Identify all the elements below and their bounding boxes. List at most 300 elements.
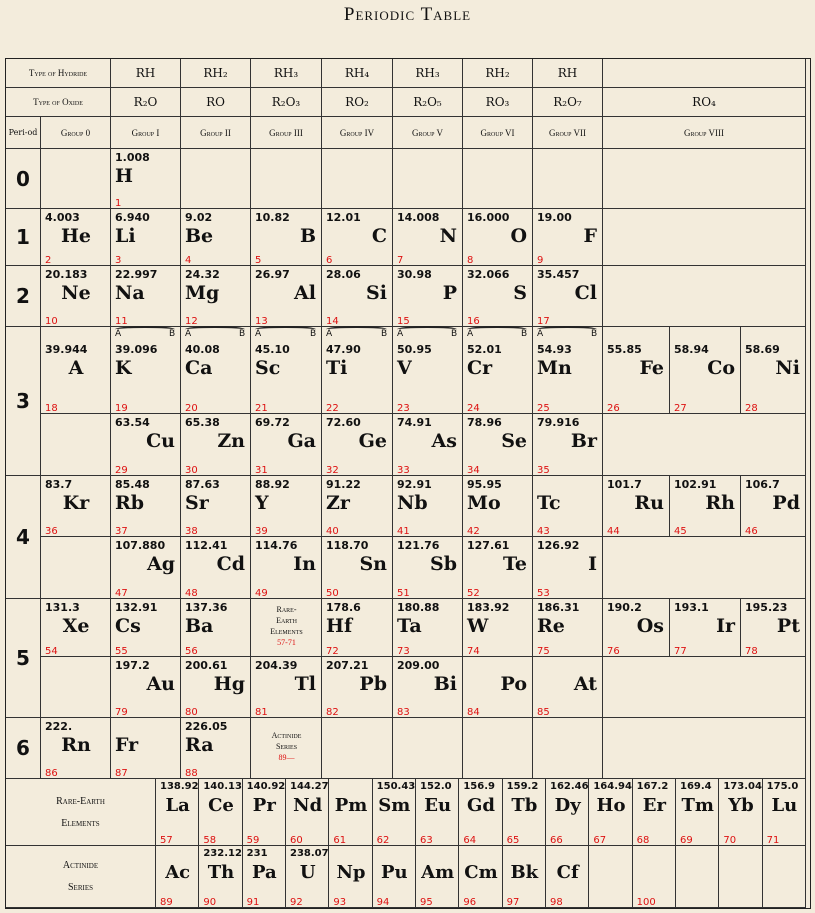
hydride-label-text: Type of Hydride [28, 68, 88, 78]
subgroup-a-marker: A [115, 329, 122, 339]
note-number: 89— [278, 753, 295, 762]
element-symbol: Mg [185, 282, 220, 304]
atomic-number: 4 [185, 255, 192, 266]
element-symbol: W [467, 615, 489, 637]
element-symbol: Hf [326, 615, 353, 637]
subgroup-b-marker: B [591, 329, 598, 339]
element-symbol: Cm [464, 862, 498, 883]
atomic-weight: 183.92 [467, 601, 510, 614]
element-at [533, 657, 603, 718]
element-hg [181, 657, 251, 718]
element-symbol: Ge [358, 430, 387, 452]
atomic-weight: 200.61 [185, 659, 228, 672]
atomic-weight: 197.2 [115, 659, 150, 672]
label-line: Rare-Earth [56, 795, 105, 807]
oxide-type [533, 88, 603, 117]
atomic-weight: 4.003 [45, 211, 80, 224]
atomic-number: 93 [333, 897, 347, 908]
atomic-number: 20 [185, 403, 198, 414]
table-cell [41, 149, 111, 209]
atomic-number: 51 [397, 588, 410, 599]
element-symbol: V [397, 357, 412, 379]
subgroup-b-marker: B [381, 329, 388, 339]
atomic-number: 43 [537, 526, 550, 537]
element-sr [181, 476, 251, 537]
element-symbol: Pa [251, 862, 277, 883]
atomic-number: 8 [467, 255, 474, 266]
atomic-number: 16 [467, 316, 480, 327]
atomic-weight: 63.54 [115, 416, 150, 429]
atomic-number: 75 [537, 646, 550, 657]
atomic-number: 41 [397, 526, 410, 537]
element-lu [763, 779, 806, 846]
atomic-number: 80 [185, 707, 198, 718]
group-4 [322, 117, 393, 149]
page-title: Periodic Table [343, 4, 472, 25]
element-symbol: Er [642, 795, 666, 816]
element-symbol: Dy [554, 795, 581, 816]
atomic-number: 60 [290, 835, 303, 846]
atomic-weight: 79.916 [537, 416, 580, 429]
note-line: Series [275, 742, 298, 751]
element-symbol: Rn [61, 734, 91, 756]
element-symbol: Li [115, 225, 136, 247]
period-number: 6 [16, 736, 30, 760]
atomic-number: 48 [185, 588, 198, 599]
element-symbol: Ti [326, 357, 348, 379]
atomic-weight: 32.066 [467, 268, 510, 281]
element-symbol: Pm [334, 795, 368, 816]
note-line: Actinide [271, 731, 302, 740]
element-symbol: Zn [217, 430, 245, 452]
atomic-number: 27 [674, 403, 687, 414]
element-fr [111, 718, 181, 779]
element-symbol: Sb [429, 553, 457, 575]
element-pb [322, 657, 393, 718]
oxide-type [181, 88, 251, 117]
element-symbol: Fe [639, 357, 664, 379]
element-symbol: Cr [467, 357, 493, 379]
atomic-number: 59 [246, 835, 260, 846]
element-bi [393, 657, 463, 718]
element-pu [373, 846, 416, 908]
element-ti [322, 341, 393, 414]
atomic-weight: 95.95 [467, 478, 502, 491]
atomic-number: 66 [550, 835, 563, 846]
element-ta [393, 599, 463, 657]
label-line: Actinide [62, 860, 99, 871]
element-symbol: La [165, 795, 190, 816]
element-symbol: I [588, 553, 597, 575]
element-as [393, 414, 463, 476]
atomic-weight: 126.92 [537, 539, 580, 552]
atomic-number: 64 [463, 835, 477, 846]
atomic-number: 94 [376, 897, 390, 908]
subgroup-brace [185, 326, 245, 333]
hydride-formula: RH₃ [273, 66, 299, 80]
period-5 [6, 599, 41, 718]
atomic-weight: 238.07 [290, 848, 329, 859]
atomic-number: 92 [290, 897, 303, 908]
element-al [251, 266, 322, 327]
atomic-number: 62 [376, 835, 390, 846]
element-pd [741, 476, 806, 537]
atomic-weight: 152.0 [420, 781, 452, 792]
atomic-number: 55 [115, 646, 128, 657]
element-symbol: Te [502, 553, 527, 575]
period-6 [6, 718, 41, 779]
atomic-weight: 12.01 [326, 211, 361, 224]
element-c [322, 209, 393, 266]
element-symbol: Cf [556, 862, 579, 883]
element-pt [741, 599, 806, 657]
element-w [463, 599, 533, 657]
atomic-weight: 178.6 [326, 601, 361, 614]
atomic-weight: 6.940 [115, 211, 150, 224]
atomic-number: 69 [680, 835, 693, 846]
subgroup-a-marker: A [326, 329, 333, 339]
element-th [199, 846, 242, 908]
period-number: 3 [16, 389, 30, 413]
atomic-number: 53 [537, 588, 550, 599]
atomic-weight: 50.95 [397, 343, 432, 356]
element-symbol: Au [146, 673, 175, 695]
atomic-weight: 169.4 [680, 781, 712, 792]
table-cell [393, 149, 463, 209]
subgroup-a-marker: A [467, 329, 474, 339]
oxide-type [463, 88, 533, 117]
atomic-number: 87 [115, 768, 128, 779]
subgroup-b-marker: B [451, 329, 458, 339]
subgroup-a-marker: A [537, 329, 544, 339]
atomic-weight: 140.92 [246, 781, 286, 792]
rare-earth-label [6, 779, 156, 846]
atomic-number: 28 [745, 403, 758, 414]
element-n [393, 209, 463, 266]
element-f [533, 209, 603, 266]
table-cell [603, 266, 806, 327]
period-number: 1 [16, 225, 30, 249]
atomic-weight: 140.13 [203, 781, 242, 792]
atomic-number: 9 [537, 255, 544, 266]
atomic-weight: 193.1 [674, 601, 709, 614]
oxide-type [322, 88, 393, 117]
element-symbol: Pd [772, 492, 800, 514]
table-cell [603, 414, 806, 476]
element-si [322, 266, 393, 327]
element-symbol: Eu [424, 795, 452, 816]
element-i [533, 537, 603, 599]
atomic-number: 47 [115, 588, 128, 599]
element-cm [459, 846, 502, 908]
element-blank [763, 846, 806, 908]
element-ag [111, 537, 181, 599]
atomic-weight: 9.02 [185, 211, 213, 224]
element-y [251, 476, 322, 537]
atomic-number: 12 [185, 316, 198, 327]
subgroup-brace [326, 326, 387, 333]
element-ra [181, 718, 251, 779]
subgroup-brace [255, 326, 316, 333]
element-yb [719, 779, 762, 846]
table-cell [393, 718, 463, 779]
atomic-number: 90 [203, 897, 217, 908]
atomic-number: 98 [550, 897, 563, 908]
element-symbol: Be [185, 225, 214, 247]
oxide-formula: RO₃ [485, 95, 510, 109]
atomic-number: 61 [333, 835, 347, 846]
period-4 [6, 476, 41, 599]
element-cf [546, 846, 589, 908]
element-xe [41, 599, 111, 657]
atomic-number: 32 [326, 465, 339, 476]
element-symbol: Hg [213, 673, 245, 695]
atomic-number: 82 [326, 707, 339, 718]
element-symbol: Bk [510, 862, 539, 883]
element-sc [251, 341, 322, 414]
note-line: Earth [276, 616, 297, 625]
element-br [533, 414, 603, 476]
atomic-number: 68 [636, 835, 650, 846]
element-na [111, 266, 181, 327]
element-symbol: At [573, 673, 597, 695]
element-blank [589, 846, 632, 908]
atomic-weight: 162.46 [550, 781, 589, 792]
element-np [329, 846, 372, 908]
subgroup-a-marker: A [185, 329, 192, 339]
element-symbol: Cs [115, 615, 141, 637]
element-bk [503, 846, 546, 908]
atomic-weight: 39.944 [45, 343, 88, 356]
atomic-number: 78 [745, 646, 758, 657]
atomic-number: 11 [115, 316, 128, 327]
group-2 [181, 117, 251, 149]
element-ni [741, 341, 806, 414]
element-in [251, 537, 322, 599]
atomic-weight: 118.70 [326, 539, 369, 552]
element-symbol: Gd [467, 795, 495, 816]
group-label: Group V [411, 127, 444, 138]
group-5 [393, 117, 463, 149]
atomic-number: 76 [607, 646, 620, 657]
atomic-weight: 28.06 [326, 268, 361, 281]
element-symbol: Y [255, 492, 269, 514]
element-sn [322, 537, 393, 599]
element-h [111, 149, 181, 209]
atomic-number: 85 [537, 707, 550, 718]
element-symbol: Pu [381, 862, 408, 883]
element-symbol: Pb [359, 673, 387, 695]
table-cell [463, 149, 533, 209]
table-cell [533, 149, 603, 209]
element-symbol: He [60, 225, 92, 247]
atomic-weight: 195.23 [745, 601, 788, 614]
atomic-weight: 72.60 [326, 416, 361, 429]
hydride-type [393, 59, 463, 88]
element-blank [633, 846, 676, 908]
element-symbol: Np [336, 862, 366, 883]
element-symbol: Tl [294, 673, 316, 695]
atomic-weight: 207.21 [326, 659, 369, 672]
table-cell [41, 414, 111, 476]
atomic-number: 31 [255, 465, 268, 476]
element-symbol: Ru [634, 492, 664, 514]
atomic-number: 57 [160, 835, 173, 846]
element-symbol: A [68, 357, 84, 379]
element-blank [719, 846, 762, 908]
element-tm [676, 779, 719, 846]
atomic-weight: 209.00 [397, 659, 440, 672]
atomic-weight: 30.98 [397, 268, 432, 281]
element-symbol: Ni [775, 357, 800, 379]
hydride-type [111, 59, 181, 88]
atomic-number: 74 [467, 646, 480, 657]
period-number: 5 [16, 646, 30, 670]
atomic-number: 1 [115, 198, 122, 209]
element-symbol: Sn [359, 553, 387, 575]
element-symbol: Cl [574, 282, 597, 304]
element-symbol: Bi [433, 673, 457, 695]
atomic-number: 81 [255, 707, 268, 718]
atomic-weight: 10.82 [255, 211, 290, 224]
element-symbol: Nb [397, 492, 428, 514]
hydride-formula: RH [135, 66, 156, 80]
element-pa [243, 846, 286, 908]
element-symbol: Os [636, 615, 664, 637]
element-symbol: Cu [146, 430, 175, 452]
atomic-weight: 45.10 [255, 343, 290, 356]
element-symbol: Pr [252, 795, 276, 816]
element-cr [463, 341, 533, 414]
element-symbol: Ir [716, 615, 735, 637]
element-symbol: C [371, 225, 387, 247]
element-fe [603, 341, 670, 414]
element-mo [463, 476, 533, 537]
element-symbol: Th [207, 862, 235, 883]
group-label: Group I [131, 127, 160, 138]
atomic-number: 40 [326, 526, 339, 537]
atomic-number: 30 [185, 465, 198, 476]
atomic-weight: 91.22 [326, 478, 361, 491]
hydride-formula: RH₂ [485, 66, 510, 80]
atomic-weight: 101.7 [607, 478, 642, 491]
element-symbol: Mo [467, 492, 501, 514]
atomic-number: 95 [420, 897, 433, 908]
table-cell [463, 718, 533, 779]
atomic-number: 21 [255, 403, 268, 414]
period-number: 0 [16, 166, 30, 191]
atomic-number: 42 [467, 526, 480, 537]
period-2 [6, 266, 41, 327]
element-dy [546, 779, 589, 846]
element-symbol: Ac [165, 862, 191, 883]
atomic-weight: 24.32 [185, 268, 220, 281]
atomic-number: 88 [185, 768, 198, 779]
atomic-weight: 180.88 [397, 601, 440, 614]
group-7 [533, 117, 603, 149]
atomic-weight: 16.000 [467, 211, 510, 224]
atomic-number: 70 [723, 835, 737, 846]
element-he [41, 209, 111, 266]
atomic-number: 73 [397, 646, 410, 657]
subgroup-a-marker: A [397, 329, 404, 339]
oxide-label-text: Type of Oxide [33, 97, 83, 107]
atomic-weight: 54.93 [537, 343, 572, 356]
subgroup-brace [397, 326, 457, 333]
element-tl [251, 657, 322, 718]
atomic-weight: 20.183 [45, 268, 88, 281]
atomic-number: 36 [45, 526, 58, 537]
subgroup-b-marker: B [169, 329, 176, 339]
atomic-weight: 137.36 [185, 601, 228, 614]
atomic-weight: 85.48 [115, 478, 150, 491]
period-3 [6, 327, 41, 476]
atomic-weight: 175.0 [766, 781, 799, 792]
element-tc [533, 476, 603, 537]
group-label: Group VI [480, 127, 515, 138]
atomic-weight: 106.7 [745, 478, 780, 491]
atomic-weight: 1.008 [115, 151, 150, 164]
oxide-type [603, 88, 806, 117]
atomic-number: 45 [674, 526, 687, 537]
table-cell [603, 657, 806, 718]
atomic-weight: 173.04 [723, 781, 762, 792]
table-cell [181, 149, 251, 209]
element-b [251, 209, 322, 266]
element-symbol: Sc [255, 357, 281, 379]
atomic-number: 24 [467, 403, 480, 414]
actinide-label [6, 846, 156, 908]
atomic-number: 77 [674, 646, 687, 657]
element-symbol: B [299, 225, 316, 247]
element-co [670, 341, 741, 414]
subgroup-b-marker: B [521, 329, 528, 339]
atomic-weight: 222. [45, 720, 73, 733]
atomic-weight: 121.76 [397, 539, 440, 552]
subgroup-brace [115, 326, 175, 333]
atomic-number: 37 [115, 526, 128, 537]
atomic-weight: 159.2 [506, 781, 539, 792]
atomic-number: 6 [326, 255, 333, 266]
atomic-number: 56 [185, 646, 198, 657]
atomic-number: 79 [115, 707, 128, 718]
element-mn [533, 341, 603, 414]
oxide-label [6, 88, 111, 117]
atomic-number: 35 [537, 465, 550, 476]
element-symbol: In [293, 553, 316, 575]
atomic-number: 26 [607, 403, 620, 414]
atomic-weight: 55.85 [607, 343, 642, 356]
atomic-weight: 232.12 [203, 848, 242, 859]
atomic-number: 29 [115, 465, 128, 476]
atomic-number: 25 [537, 403, 550, 414]
element-symbol: Ga [287, 430, 316, 452]
atomic-number: 52 [467, 588, 480, 599]
atomic-weight: 74.91 [397, 416, 432, 429]
atomic-weight: 131.3 [45, 601, 80, 614]
group-label: Group VII [548, 127, 587, 138]
element-symbol: Ne [61, 282, 91, 304]
period-label-text: Peri-od [8, 128, 38, 137]
element-sm [373, 779, 416, 846]
atomic-number: 89 [160, 897, 173, 908]
period-number: 2 [16, 284, 30, 308]
element-nd [286, 779, 329, 846]
hydride-type [251, 59, 322, 88]
element-re [533, 599, 603, 657]
table-cell [533, 718, 603, 779]
element-ir [670, 599, 741, 657]
